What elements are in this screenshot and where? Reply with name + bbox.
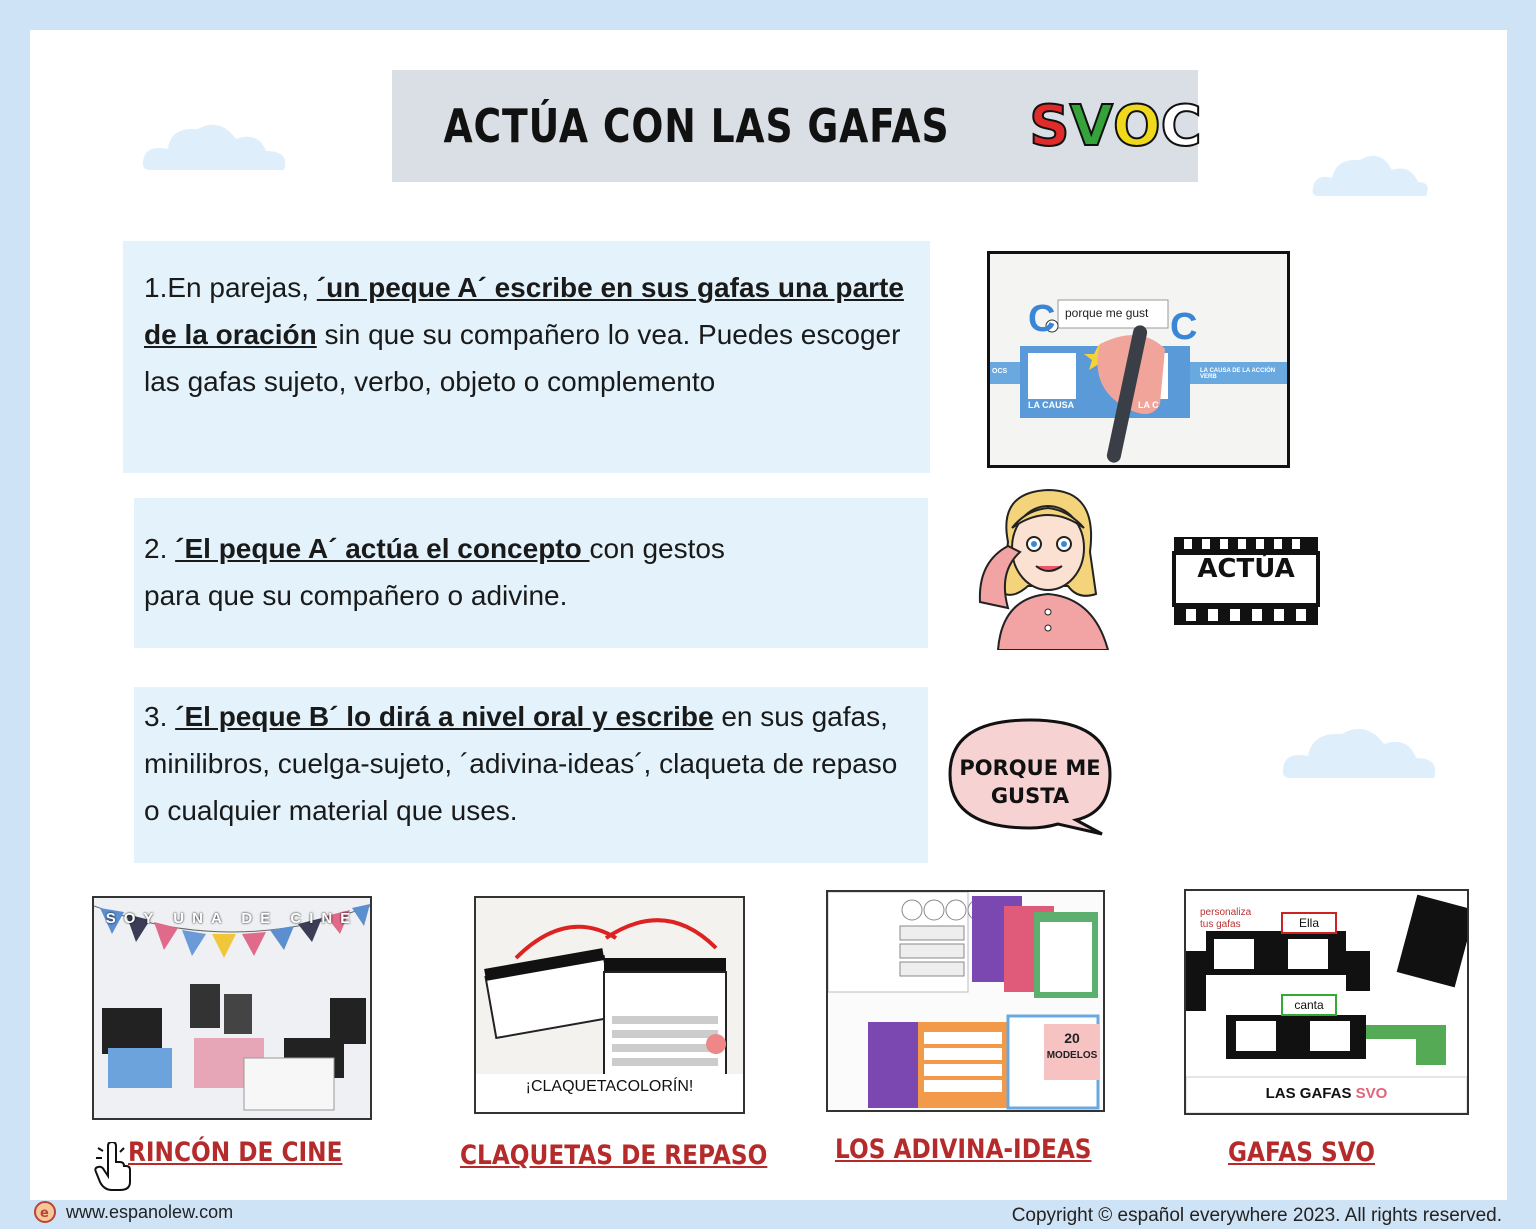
link-rincon-de-cine[interactable]: RINCÓN DE CINE	[128, 1137, 343, 1168]
girl-illustration	[968, 482, 1138, 650]
cinema-corner-illustration	[94, 898, 370, 1118]
step-1-rest: sin que su compañero lo vea. Puedes escoger las gafas sujeto, verbo, objeto o complemento	[144, 319, 901, 397]
gafas-caption-a: LAS GAFAS	[1265, 1085, 1356, 1102]
product-thumb-gafas-svo[interactable]	[1184, 889, 1469, 1115]
svg-text:e: e	[40, 1206, 49, 1221]
clapperboard-label: ACTÚA	[1197, 554, 1295, 584]
claquetas-caption: ¡CLAQUETACOLORÍN!	[525, 1078, 694, 1095]
gafas-word-1: Ella	[1298, 916, 1319, 930]
letter-c-right: C	[1170, 306, 1198, 348]
product-thumb-claquetas[interactable]	[474, 896, 745, 1114]
cloud-decoration-left	[140, 115, 290, 177]
page-title: ACTÚA CON LAS GAFAS	[443, 99, 950, 153]
speech-bubble-text	[946, 754, 1114, 810]
title-banner	[392, 70, 1202, 182]
gafas-note: personaliza tus gafas	[1200, 907, 1252, 930]
step-1-emphasis: ´un peque A´ escribe en sus gafas una parte de la oración	[144, 272, 904, 350]
glasses-label-left: LA CAUSA	[1028, 400, 1075, 410]
step-2-rest: con gestos para que su compañero o adivine.	[144, 533, 725, 611]
adivina-badge-text: MODELOS	[1046, 1050, 1098, 1061]
glasses-writing-photo	[987, 251, 1290, 468]
step-3-emphasis: ´El peque B´ lo dirá a nivel oral y escribe	[175, 701, 714, 732]
link-gafas-svo[interactable]: GAFAS SVO	[1228, 1137, 1376, 1168]
link-los-adivina-ideas[interactable]: LOS ADIVINA-IDEAS	[835, 1134, 1092, 1165]
glasses-label-small-right: LA C	[1138, 400, 1159, 410]
gafas-word-2: canta	[1294, 998, 1324, 1012]
step-2-box	[134, 498, 928, 648]
step-1-box	[123, 241, 930, 473]
gafas-caption	[1186, 1085, 1467, 1102]
adivina-ideas-illustration	[828, 892, 1103, 1110]
speech-line-2: GUSTA	[990, 784, 1070, 808]
glasses-label-right: LA CAUSA DE LA ACCIÓN VERB	[1200, 368, 1276, 380]
step-3-prefix: 3.	[144, 701, 176, 732]
card-text: porque me gust	[1065, 306, 1149, 320]
step-3-rest: en sus gafas, minilibros, cuelga-sujeto, ´adivina-ideas´, claqueta de repaso o cualquier material que uses.	[144, 701, 898, 826]
footer-website	[34, 1201, 233, 1223]
adivina-badge-number: 20	[1064, 1030, 1080, 1046]
speech-bubble	[946, 716, 1114, 843]
svoc-letter-c: C	[1160, 93, 1202, 159]
cloud-decoration-right-bottom	[1280, 718, 1440, 784]
step-1-prefix: 1.En parejas,	[144, 272, 317, 303]
espanolew-logo-icon	[34, 1201, 56, 1223]
letter-c-left: C	[1028, 298, 1056, 340]
step-3-box	[134, 687, 928, 863]
footer-copyright: Copyright © español everywhere 2023. All rights reserved.	[1011, 1205, 1502, 1226]
glasses-writing-illustration	[990, 254, 1287, 465]
cloud-decoration-right-top	[1310, 148, 1430, 202]
link-claquetas-de-repaso[interactable]: CLAQUETAS DE REPASO	[460, 1140, 768, 1171]
step-2-emphasis: ´El peque A´ actúa el concepto	[175, 533, 590, 564]
product-thumb-adivina-ideas[interactable]	[826, 890, 1105, 1112]
gafas-caption-b: SVO	[1355, 1085, 1388, 1102]
step-2-prefix: 2.	[144, 533, 176, 564]
product-thumb-rincon-de-cine[interactable]	[92, 896, 372, 1120]
svoc-letter-v: V	[1069, 93, 1113, 159]
speech-line-1: PORQUE ME	[959, 756, 1101, 780]
svoc-letter-o: O	[1112, 93, 1161, 159]
svoc-letters	[1029, 94, 1201, 159]
website-url[interactable]: www.espanolew.com	[66, 1201, 234, 1222]
glasses-label-small-left: OCS	[992, 368, 1008, 375]
svoc-letter-s: S	[1029, 93, 1070, 159]
cinema-banner-text: SOY UNA DE CINE	[105, 910, 359, 927]
